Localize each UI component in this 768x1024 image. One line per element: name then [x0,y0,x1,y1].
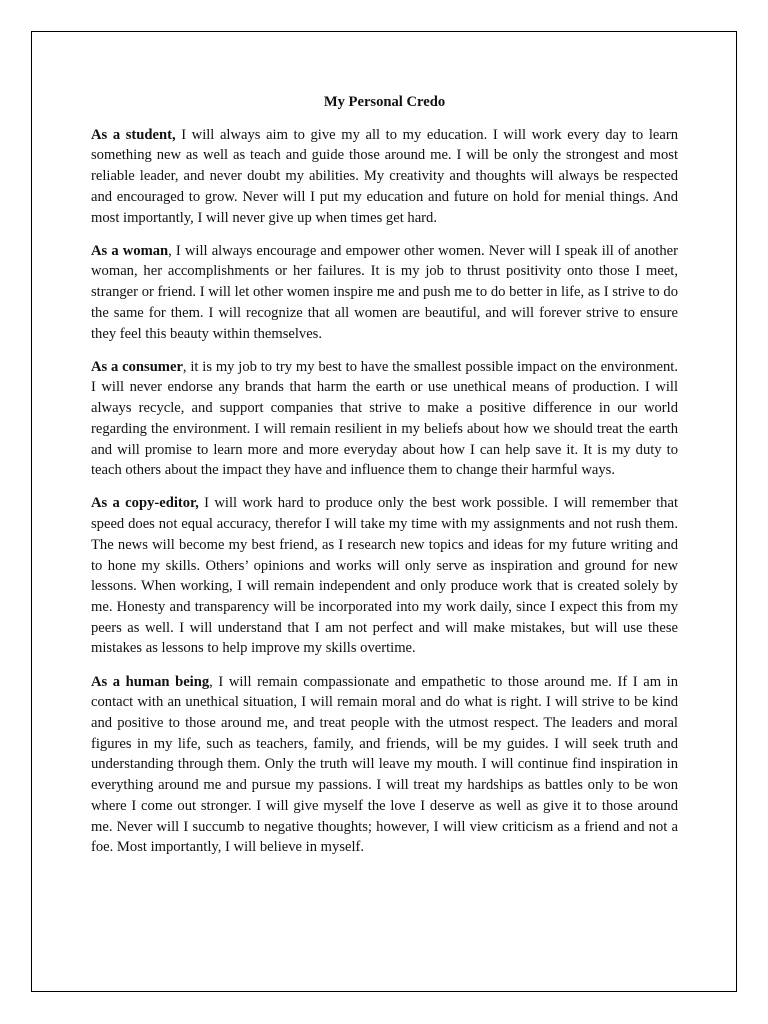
paragraph-lead: As a woman [91,242,169,259]
paragraph-text: , it is my job to try my best to have the smallest possible impact on the environment. I will never endorse any brands that harm the earth or use unethical means of production. I will always recycle, and support companies that strive to make a positive difference in our world regarding the environment. I will remain resilient in my beliefs about how we should treat the earth and will promise to learn more and more everyday about how I can help save it. It is my duty to teach others about the impact they have and influence them to change their harmful ways. [91,358,678,479]
paragraph-consumer [91,357,678,481]
paragraph-lead: As a student, [91,126,176,143]
paragraph-text: I will always aim to give my all to my education. I will work every day to learn something new as well as teach and guide those around me. I will be only the strongest and most reliable leader, and never doubt my abilities. My creativity and thoughts will always be respected and encouraged to grow. Never will I put my education and future on hold for menial things. And most importantly, I will never give up when times get hard. [91,126,678,226]
paragraph-lead: As a consumer [91,358,183,375]
document-body [91,92,678,870]
paragraph-text: , I will always encourage and empower other women. Never will I speak ill of another woman, her accomplishments or her failures. It is my job to thrust positivity onto those I meet, stranger or friend. I will let other women inspire me and push me to do better in life, as I strive to do the same for them. I will recognize that all women are beautiful, and will forever strive to ensure they feel this beauty within themselves. [91,242,678,342]
paragraph-text: , I will remain compassionate and empathetic to those around me. If I am in contact with an unethical situation, I will remain moral and do what is right. I will strive to be kind and positive to those around me, and treat people with the utmost respect. The leaders and moral figures in my life, such as teachers, family, and friends, will be my guides. I will seek truth and understanding through them. Only the truth will leave my mouth. I will continue find inspiration in everything around me and pursue my passions. I will treat my hardships as battles only to be won where I come out stronger. I will give myself the love I deserve as well as give it to those around me. Never will I succumb to negative thoughts; however, I will view criticism as a friend and not a foe. Most importantly, I will believe in myself. [91,673,678,856]
paragraph-student [91,125,678,229]
paragraph-copy-editor [91,493,678,659]
paragraph-lead: As a human being [91,673,210,690]
paragraph-text: I will work hard to produce only the best work possible. I will remember that speed does not equal accuracy, therefor I will take my time with my assignments and not rush them. The news will become my best friend, as I research new topics and ideas for my future writing and to hone my skills. Others’ opinions and works will only serve as inspiration and ground for new lessons. When working, I will remain independent and only produce work that is created solely by me. Honesty and transparency will be incorporated into my work daily, since I expect this from my peers as well. I will understand that I am not perfect and will make mistakes, but will use these mistakes as lessons to help improve my skills overtime. [91,495,678,657]
document-title: My Personal Credo [323,94,446,110]
paragraph-woman [91,241,678,345]
paragraph-human-being [91,672,678,858]
paragraph-lead: As a copy-editor, [91,495,199,512]
